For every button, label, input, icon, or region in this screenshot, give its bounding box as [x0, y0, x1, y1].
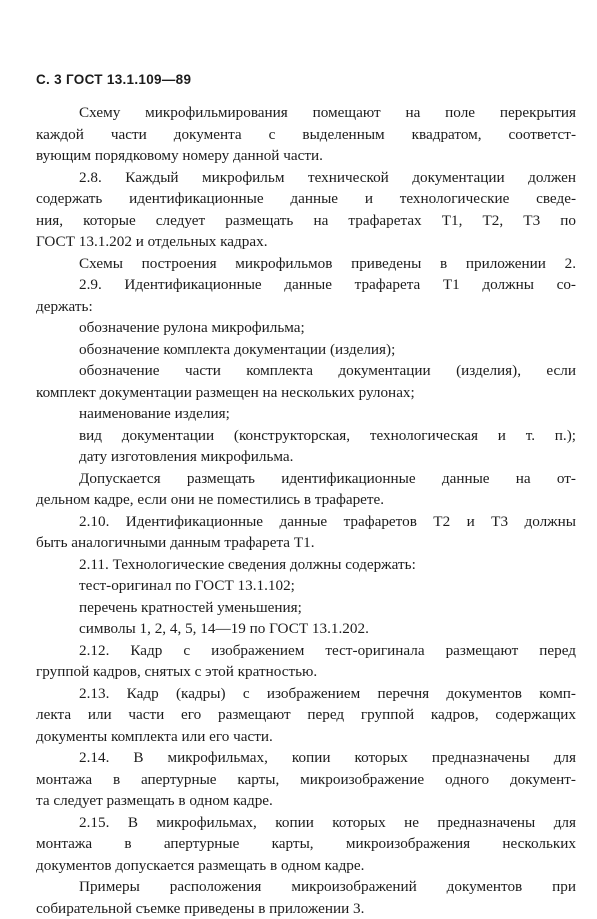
text-line: 2.14. В микрофильмах, копии которых предназначены для: [36, 747, 576, 769]
text-line: та следует размещать в одном кадре.: [36, 790, 576, 812]
text-line: наименование изделия;: [36, 403, 576, 425]
text-line: символы 1, 2, 4, 5, 14—19 по ГОСТ 13.1.202.: [36, 618, 576, 640]
text-line: 2.15. В микрофильмах, копии которых не предназначены для: [36, 812, 576, 834]
text-line: вид документации (конструкторская, технологическая и т. п.);: [36, 425, 576, 447]
text-line: 2.13. Кадр (кадры) с изображением перечня документов комп-: [36, 683, 576, 705]
text-line: 2.8. Каждый микрофильм технической документации должен: [36, 167, 576, 189]
text-line: дату изготовления микрофильма.: [36, 446, 576, 468]
text-line: ГОСТ 13.1.202 и отдельных кадрах.: [36, 231, 576, 253]
text-line: лекта или части его размещают перед группой кадров, содержащих: [36, 704, 576, 726]
text-line: монтажа в апертурные карты, микроизображение одного документ-: [36, 769, 576, 791]
text-line: дельном кадре, если они не поместились в трафарете.: [36, 489, 576, 511]
text-line: монтажа в апертурные карты, микроизображения нескольких: [36, 833, 576, 855]
text-line: перечень кратностей уменьшения;: [36, 597, 576, 619]
text-line: вующим порядковому номеру данной части.: [36, 145, 576, 167]
text-line: обозначение части комплекта документации (изделия), если: [36, 360, 576, 382]
text-line: 2.9. Идентификационные данные трафарета Т1 должны со-: [36, 274, 576, 296]
text-line: Примеры расположения микроизображений документов при: [36, 876, 576, 898]
text-line: собирательной съемке приведены в приложении 3.: [36, 898, 576, 919]
text-line: обозначение комплекта документации (изделия);: [36, 339, 576, 361]
text-line: каждой части документа с выделенным квадратом, соответст-: [36, 124, 576, 146]
text-line: документов допускается размещать в одном кадре.: [36, 855, 576, 877]
text-line: 2.10. Идентификационные данные трафаретов Т2 и Т3 должны: [36, 511, 576, 533]
text-line: обозначение рулона микрофильма;: [36, 317, 576, 339]
text-line: держать:: [36, 296, 576, 318]
text-line: Допускается размещать идентификационные данные на от-: [36, 468, 576, 490]
text-line: 2.12. Кадр с изображением тест-оригинала размещают перед: [36, 640, 576, 662]
document-body: [36, 102, 576, 919]
text-line: 2.11. Технологические сведения должны содержать:: [36, 554, 576, 576]
text-line: содержать идентификационные данные и технологические сведе-: [36, 188, 576, 210]
text-line: комплект документации размещен на нескольких рулонах;: [36, 382, 576, 404]
text-line: документы комплекта или его части.: [36, 726, 576, 748]
page-header: С. 3 ГОСТ 13.1.109—89: [36, 72, 191, 87]
text-line: ния, которые следует размещать на трафаретах Т1, Т2, Т3 по: [36, 210, 576, 232]
text-line: Схему микрофильмирования помещают на поле перекрытия: [36, 102, 576, 124]
text-line: тест-оригинал по ГОСТ 13.1.102;: [36, 575, 576, 597]
text-line: группой кадров, снятых с этой кратностью.: [36, 661, 576, 683]
text-line: Схемы построения микрофильмов приведены в приложении 2.: [36, 253, 576, 275]
text-line: быть аналогичными данным трафарета Т1.: [36, 532, 576, 554]
